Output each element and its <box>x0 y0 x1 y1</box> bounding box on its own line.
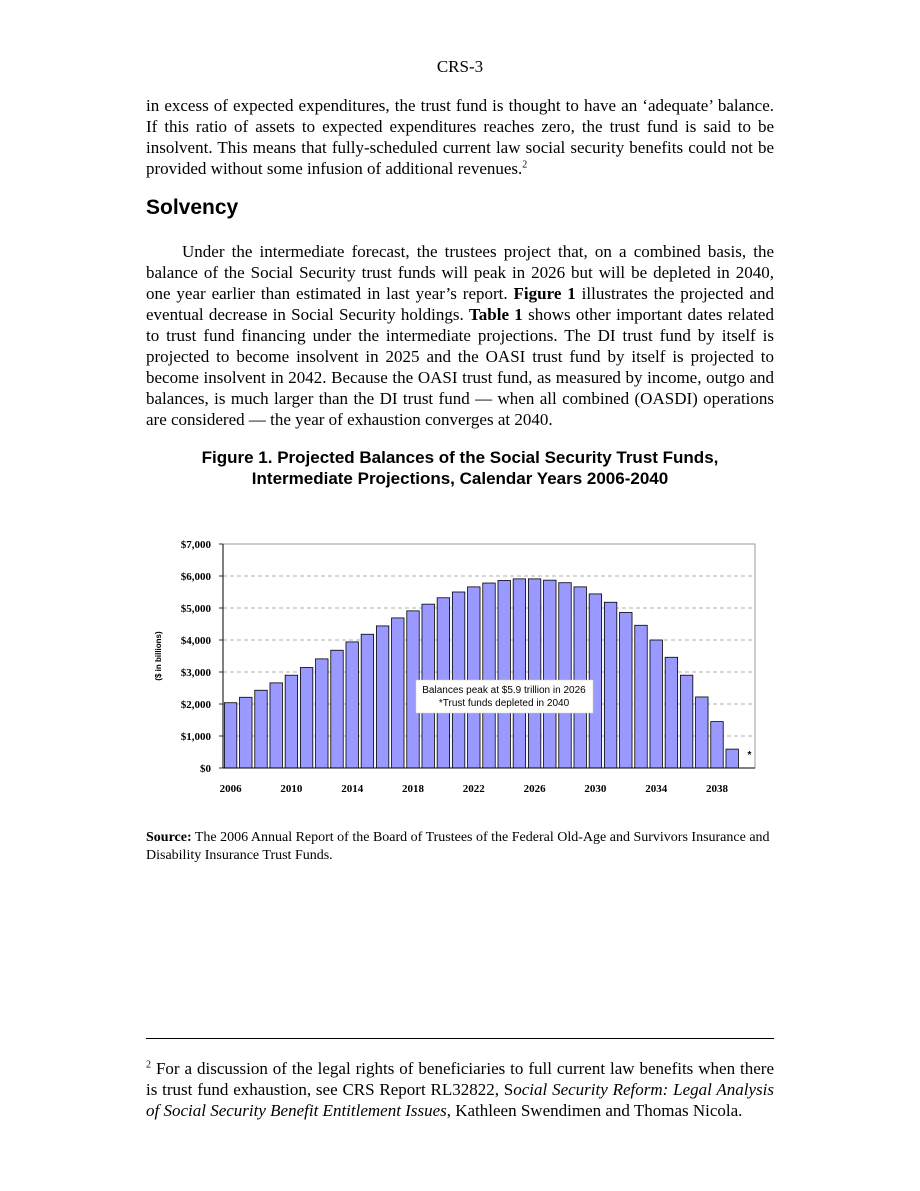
bar <box>498 580 510 768</box>
bar <box>513 579 525 768</box>
figure-reference: Figure 1 <box>513 284 576 303</box>
bar <box>468 587 480 768</box>
figure-title <box>146 447 774 489</box>
footnote-text2: , Kathleen Swendimen and Thomas Nicola. <box>446 1101 743 1120</box>
paragraph-text-part2: illustrates the projected and eventual decrease in Social Security holdings. <box>146 284 774 324</box>
bar <box>650 640 662 768</box>
paragraph-adequate-balance <box>146 95 774 179</box>
figure-title-line2: Intermediate Projections, Calendar Years 2006-2040 <box>251 469 669 488</box>
x-tick-label: 2022 <box>462 783 485 795</box>
footnote-report-title: ocial Security Reform: Legal Analysis of Social Security Benefit Entitlement Issues <box>146 1080 774 1120</box>
bar <box>665 657 677 768</box>
bar <box>255 690 267 768</box>
annotation-line2: *Trust funds depleted in 2040 <box>438 698 570 709</box>
bar <box>316 659 328 768</box>
bar <box>285 675 297 768</box>
bar <box>635 625 647 768</box>
bar <box>331 650 343 768</box>
figure-title-line1: Figure 1. Projected Balances of the Social Security Trust Funds, <box>201 448 719 467</box>
footnote <box>146 1058 774 1121</box>
bar <box>361 634 373 768</box>
footnote-number: 2 <box>146 1059 151 1071</box>
bar <box>240 697 252 768</box>
footnote-divider <box>146 1038 774 1039</box>
x-tick-label: 2018 <box>402 783 424 795</box>
x-tick-label: 2034 <box>645 783 668 795</box>
bar-chart <box>146 530 774 800</box>
depleted-marker: * <box>747 750 752 761</box>
y-axis-label: ($ in billions) <box>154 631 163 681</box>
bar <box>270 683 282 768</box>
x-tick-label: 2006 <box>219 783 242 795</box>
bar <box>376 626 388 768</box>
bar <box>483 583 495 768</box>
table-reference: Table 1 <box>469 305 523 324</box>
y-tick-label: $5,000 <box>180 603 211 615</box>
x-tick-label: 2014 <box>341 783 364 795</box>
source-label: Source: <box>146 830 192 845</box>
x-axis-ticks <box>220 783 729 795</box>
footnote-ref[interactable]: 2 <box>522 159 528 171</box>
bars <box>224 579 738 768</box>
bar <box>224 703 236 768</box>
bar <box>604 602 616 768</box>
bar <box>528 579 540 768</box>
source-note <box>146 829 774 865</box>
x-tick-label: 2026 <box>523 783 546 795</box>
page-label: CRS-3 <box>436 57 484 76</box>
bar <box>544 580 556 768</box>
source-text: The 2006 Annual Report of the Board of Trustees of the Federal Old-Age and Survivors Insurance and Disability Insurance Trust Funds. <box>146 830 770 863</box>
bar <box>696 697 708 768</box>
y-axis-ticks <box>181 539 212 775</box>
annotation-line1: Balances peak at $5.9 trillion in 2026 <box>422 685 586 696</box>
bar <box>392 618 404 768</box>
y-tick-label: $7,000 <box>180 539 211 551</box>
x-tick-label: 2030 <box>584 783 607 795</box>
paragraph-text-part3: shows other important dates related to trust fund financing under the intermediate projections. The DI trust fund by itself is projected to become insolvent in 2025 and the OASI trust fund by itself is projected to become insolvent in 2042. Because the OASI trust fund, as measured by income, outgo and balances, is much larger than the DI trust fund — when all combined (OASDI) operations are considered — the year of exhaustion converges at 2040. <box>146 305 774 429</box>
bar <box>559 583 571 768</box>
chart-annotation <box>416 680 593 713</box>
y-tick-label: $4,000 <box>180 635 211 647</box>
section-heading: Solvency <box>146 196 239 219</box>
bar <box>711 722 723 768</box>
chart-svg <box>146 530 774 800</box>
y-tick-label: $3,000 <box>180 667 211 679</box>
y-tick-label: $0 <box>200 763 211 775</box>
bar <box>346 642 358 768</box>
y-tick-label: $2,000 <box>180 699 211 711</box>
paragraph-text-part1: Under the intermediate forecast, the trustees project that, on a combined basis, the balance of the Social Security trust funds will peak in 2026 but will be depleted in 2040, one year earlier than estimated in last year’s report. <box>146 242 774 303</box>
x-tick-label: 2038 <box>706 783 728 795</box>
y-tick-label: $6,000 <box>180 571 211 583</box>
bar <box>620 612 632 768</box>
paragraph-solvency <box>146 241 774 430</box>
bar <box>680 675 692 768</box>
y-tick-label: $1,000 <box>180 731 211 743</box>
paragraph-text: in excess of expected expenditures, the trust fund is thought to have an ‘adequate’ balance. If this ratio of assets to expected expenditures reaches zero, the trust fund is said to be insolvent. This means that fully-scheduled current law social security benefits could not be provided without some infusion of additional revenues. <box>146 96 774 178</box>
bar <box>300 668 312 768</box>
bar <box>574 587 586 768</box>
footnote-text1: For a discussion of the legal rights of beneficiaries to full current law benefits when there is trust fund exhaustion, see CRS Report RL32822, S <box>146 1059 774 1099</box>
bar <box>726 749 738 768</box>
x-tick-label: 2010 <box>280 783 303 795</box>
